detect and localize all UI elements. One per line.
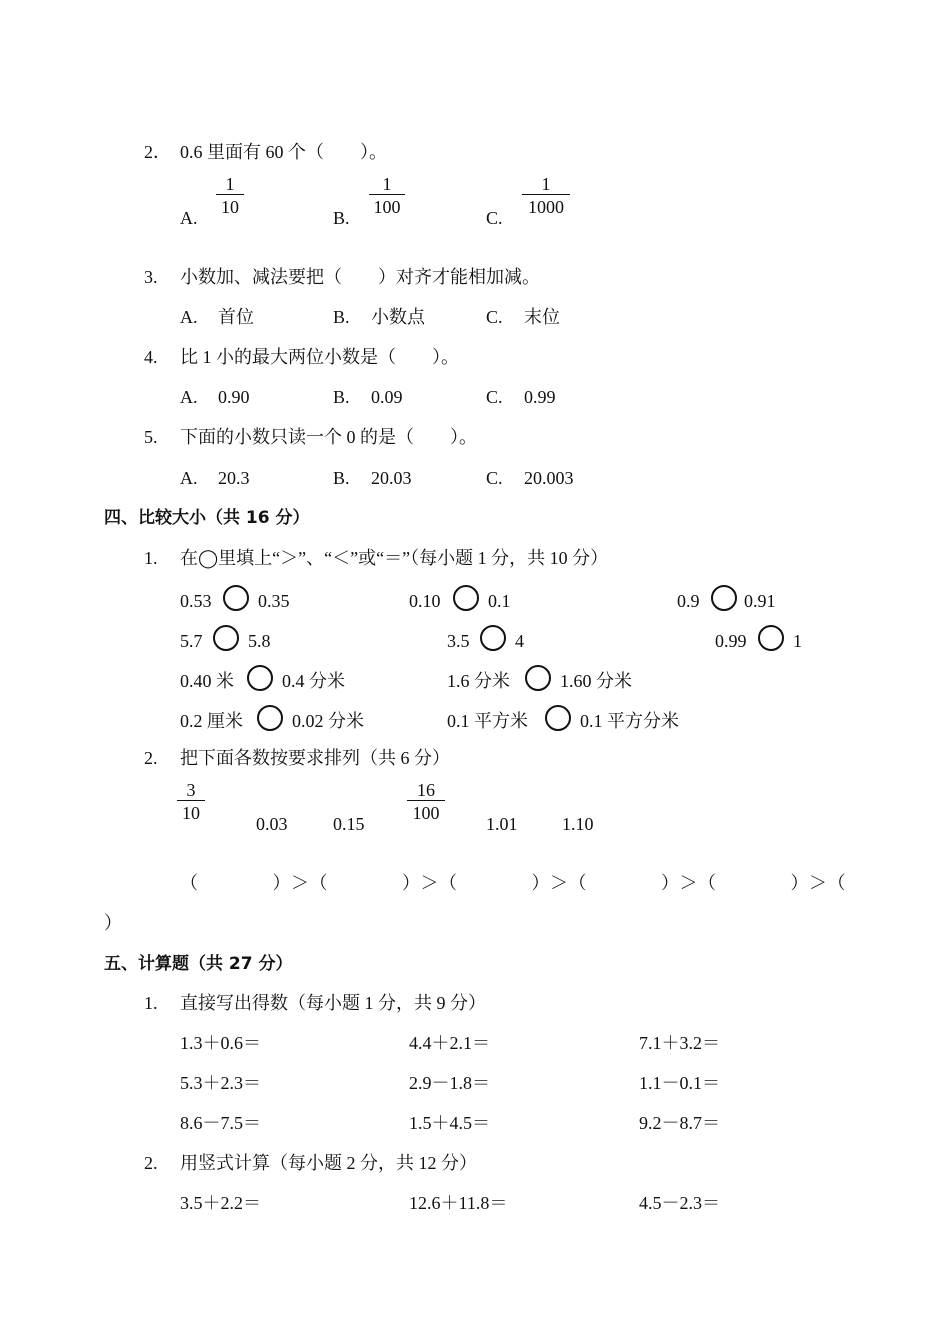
q4-option-b: 0.09 — [371, 387, 403, 407]
compare-right: 0.91 — [744, 591, 776, 611]
section5-q2-number: 2. — [144, 1153, 158, 1173]
fraction-denominator: 10 — [221, 197, 239, 217]
compare-left: 1.6 分米 — [447, 671, 510, 691]
compare-left: 0.9 — [677, 591, 700, 611]
sort-number: 1.01 — [486, 814, 518, 834]
q3-option-c: 末位 — [524, 307, 560, 327]
q5-option-b-label: B. — [333, 468, 350, 488]
sort-number: 0.03 — [256, 814, 288, 834]
order-answer-line[interactable]: （ ）＞（ ）＞（ ）＞（ ）＞（ ）＞（ — [180, 873, 846, 893]
compare-circle-blank[interactable] — [257, 705, 283, 731]
fraction-numerator: 1 — [216, 174, 244, 195]
q3-option-a: 首位 — [218, 307, 254, 327]
section5-q1-number: 1. — [144, 993, 158, 1013]
sort-number: 0.15 — [333, 814, 365, 834]
compare-circle-blank[interactable] — [213, 625, 239, 651]
section4-q1-number: 1. — [144, 548, 158, 568]
q3-number: 3. — [144, 267, 158, 287]
compare-left: 0.10 — [409, 591, 441, 611]
compare-circle-blank[interactable] — [223, 585, 249, 611]
compare-right: 4 — [515, 631, 524, 651]
compare-circle-blank[interactable] — [545, 705, 571, 731]
q4-option-b-label: B. — [333, 387, 350, 407]
compare-circle-blank[interactable] — [453, 585, 479, 611]
direct-calc-item: 7.1＋3.2＝ — [639, 1033, 720, 1053]
direct-calc-item: 9.2－8.7＝ — [639, 1113, 720, 1133]
fraction-denominator: 1000 — [528, 197, 564, 217]
sort-fraction-2 — [407, 780, 445, 823]
q3-option-a-label: A. — [180, 307, 198, 327]
sort-fraction-1 — [177, 780, 205, 823]
q5-option-b: 20.03 — [371, 468, 412, 488]
compare-circle-blank[interactable] — [247, 665, 273, 691]
q5-option-c-label: C. — [486, 468, 503, 488]
compare-left: 0.40 米 — [180, 671, 234, 691]
compare-right: 0.1 平方分米 — [580, 711, 679, 731]
q5-option-c: 20.003 — [524, 468, 574, 488]
section5-q1-stem: 直接写出得数（每小题 1 分，共 9 分） — [180, 993, 486, 1013]
vertical-calc-item: 4.5－2.3＝ — [639, 1193, 720, 1213]
section5-title: 五、计算题（共 27 分） — [104, 954, 293, 974]
section4-q1-stem: 在◯里填上“＞”、“＜”或“＝”（每小题 1 分，共 10 分） — [180, 548, 609, 568]
q4-number: 4. — [144, 347, 158, 367]
vertical-calc-item: 3.5＋2.2＝ — [180, 1193, 261, 1213]
compare-circle-blank[interactable] — [525, 665, 551, 691]
fraction-denominator: 100 — [412, 803, 440, 823]
direct-calc-item: 5.3＋2.3＝ — [180, 1073, 261, 1093]
q4-stem: 比 1 小的最大两位小数是（ ）。 — [180, 347, 459, 367]
compare-right: 1.60 分米 — [560, 671, 632, 691]
q3-option-b: 小数点 — [371, 307, 425, 327]
direct-calc-item: 1.1－0.1＝ — [639, 1073, 720, 1093]
compare-left: 3.5 — [447, 631, 470, 651]
q2-option-a-label: A. — [180, 208, 198, 228]
fraction-numerator: 16 — [407, 780, 445, 801]
direct-calc-item: 2.9－1.8＝ — [409, 1073, 490, 1093]
q4-option-a-label: A. — [180, 387, 198, 407]
q5-option-a: 20.3 — [218, 468, 250, 488]
sort-number: 1.10 — [562, 814, 594, 834]
compare-circle-blank[interactable] — [711, 585, 737, 611]
fraction-denominator: 10 — [182, 803, 200, 823]
compare-right: 1 — [793, 631, 802, 651]
q3-stem: 小数加、减法要把（ ）对齐才能相加减。 — [180, 267, 540, 287]
fraction-denominator: 100 — [373, 197, 401, 217]
direct-calc-item: 1.3＋0.6＝ — [180, 1033, 261, 1053]
section4-q2-number: 2. — [144, 748, 158, 768]
q2-stem: 0.6 里面有 60 个（ ）。 — [180, 142, 387, 162]
compare-left: 0.99 — [715, 631, 747, 651]
q3-option-b-label: B. — [333, 307, 350, 327]
q3-option-c-label: C. — [486, 307, 503, 327]
q2-option-b-fraction — [369, 174, 405, 217]
section5-q2-stem: 用竖式计算（每小题 2 分，共 12 分） — [180, 1153, 477, 1173]
compare-right: 5.8 — [248, 631, 271, 651]
direct-calc-item: 1.5＋4.5＝ — [409, 1113, 490, 1133]
compare-right: 0.4 分米 — [282, 671, 345, 691]
fraction-numerator: 1 — [369, 174, 405, 195]
compare-left: 5.7 — [180, 631, 203, 651]
compare-left: 0.2 厘米 — [180, 711, 243, 731]
q4-option-c: 0.99 — [524, 387, 556, 407]
compare-left: 0.53 — [180, 591, 212, 611]
q5-number: 5. — [144, 427, 158, 447]
section4-q2-stem: 把下面各数按要求排列（共 6 分） — [180, 748, 450, 768]
q4-option-c-label: C. — [486, 387, 503, 407]
q2-option-a-fraction — [216, 174, 244, 217]
direct-calc-item: 4.4＋2.1＝ — [409, 1033, 490, 1053]
q2-option-c-fraction — [522, 174, 570, 217]
direct-calc-item: 8.6－7.5＝ — [180, 1113, 261, 1133]
compare-right: 0.35 — [258, 591, 290, 611]
fraction-numerator: 3 — [177, 780, 205, 801]
q4-option-a: 0.90 — [218, 387, 250, 407]
compare-circle-blank[interactable] — [480, 625, 506, 651]
q5-stem: 下面的小数只读一个 0 的是（ ）。 — [180, 427, 477, 447]
order-answer-end: ） — [104, 913, 122, 933]
compare-right: 0.1 — [488, 591, 511, 611]
section4-title: 四、比较大小（共 16 分） — [104, 508, 310, 528]
compare-circle-blank[interactable] — [758, 625, 784, 651]
q2-option-b-label: B. — [333, 208, 350, 228]
q2-option-c-label: C. — [486, 208, 503, 228]
compare-right: 0.02 分米 — [292, 711, 364, 731]
compare-left: 0.1 平方米 — [447, 711, 528, 731]
fraction-numerator: 1 — [522, 174, 570, 195]
q2-number: 2． — [144, 142, 171, 162]
q5-option-a-label: A. — [180, 468, 198, 488]
vertical-calc-item: 12.6＋11.8＝ — [409, 1193, 508, 1213]
